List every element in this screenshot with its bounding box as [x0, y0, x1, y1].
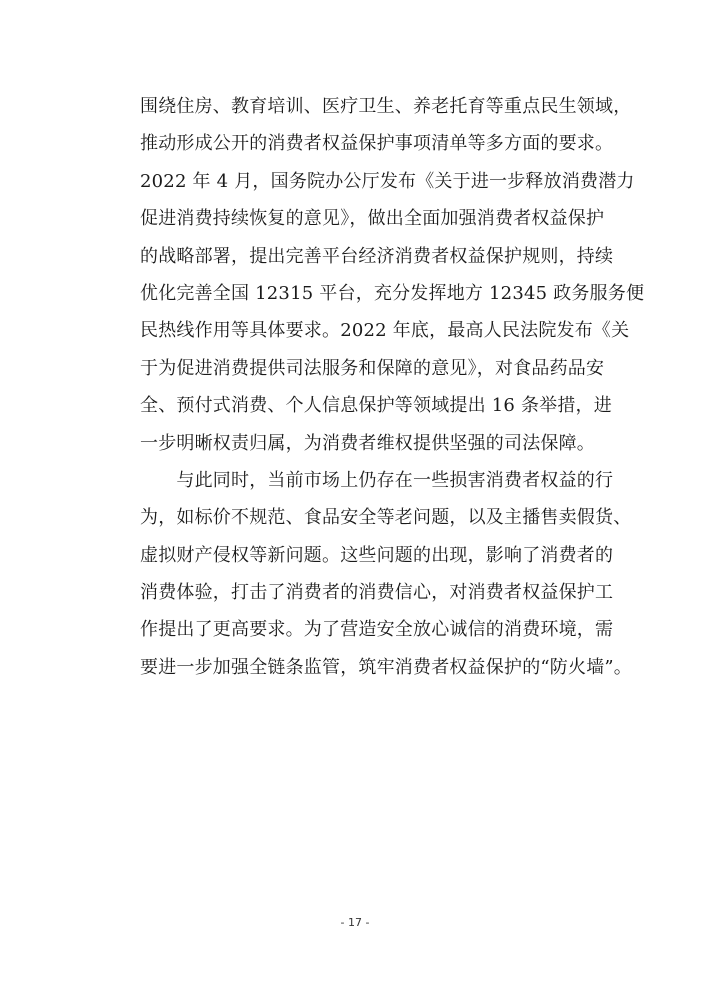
paragraph-1-line-5: 的战略部署，提出完善平台经济消费者权益保护规则，持续 — [140, 245, 614, 267]
paragraph-2-line-3: 虚拟财产侵权等新问题。这些问题的出现，影响了消费者的 — [140, 544, 614, 566]
paragraph-2-line-4: 消费体验，打击了消费者的消费信心，对消费者权益保护工 — [140, 582, 614, 604]
paragraph-1-line-7: 民热线作用等具体要求。2022 年底，最高人民法院发布《关 — [140, 320, 630, 342]
paragraph-1-line-8: 于为促进消费提供司法服务和保障的意见》，对食品药品安 — [140, 357, 605, 379]
paragraph-1-line-2: 推动形成公开的消费者权益保护事项清单等多方面的要求。 — [140, 133, 614, 155]
paragraph-1-line-3: 2022 年 4 月，国务院办公厅发布《关于进一步释放消费潜力 — [140, 170, 635, 192]
paragraph-1-line-6: 优化完善全国 12315 平台，充分发挥地方 12345 政务服务便 — [140, 282, 645, 304]
page-number: - 17 - — [340, 916, 370, 929]
paragraph-1-line-9: 全、预付式消费、个人信息保护等领域提出 16 条举措，进 — [140, 395, 612, 417]
paragraph-2-line-2: 为，如标价不规范、食品安全等老问题，以及主播售卖假货、 — [140, 507, 632, 529]
paragraph-1-line-1: 围绕住房、教育培训、医疗卫生、养老托育等重点民生领域， — [140, 96, 632, 117]
body-text — [140, 88, 645, 686]
paragraph-1-line-10: 一步明晰权责归属，为消费者维权提供坚强的司法保障。 — [140, 432, 595, 454]
paragraph-1-line-4: 促进消费持续恢复的意见》，做出全面加强消费者权益保护 — [140, 208, 605, 230]
paragraph-2-line-6: 要进一步加强全链条监管，筑牢消费者权益保护的“防火墙”。 — [140, 656, 633, 678]
paragraph-2-line-1: 与此同时，当前市场上仍存在一些损害消费者权益的行 — [140, 469, 614, 491]
paragraph-2-line-5: 作提出了更高要求。为了营造安全放心诚信的消费环境，需 — [140, 619, 614, 641]
